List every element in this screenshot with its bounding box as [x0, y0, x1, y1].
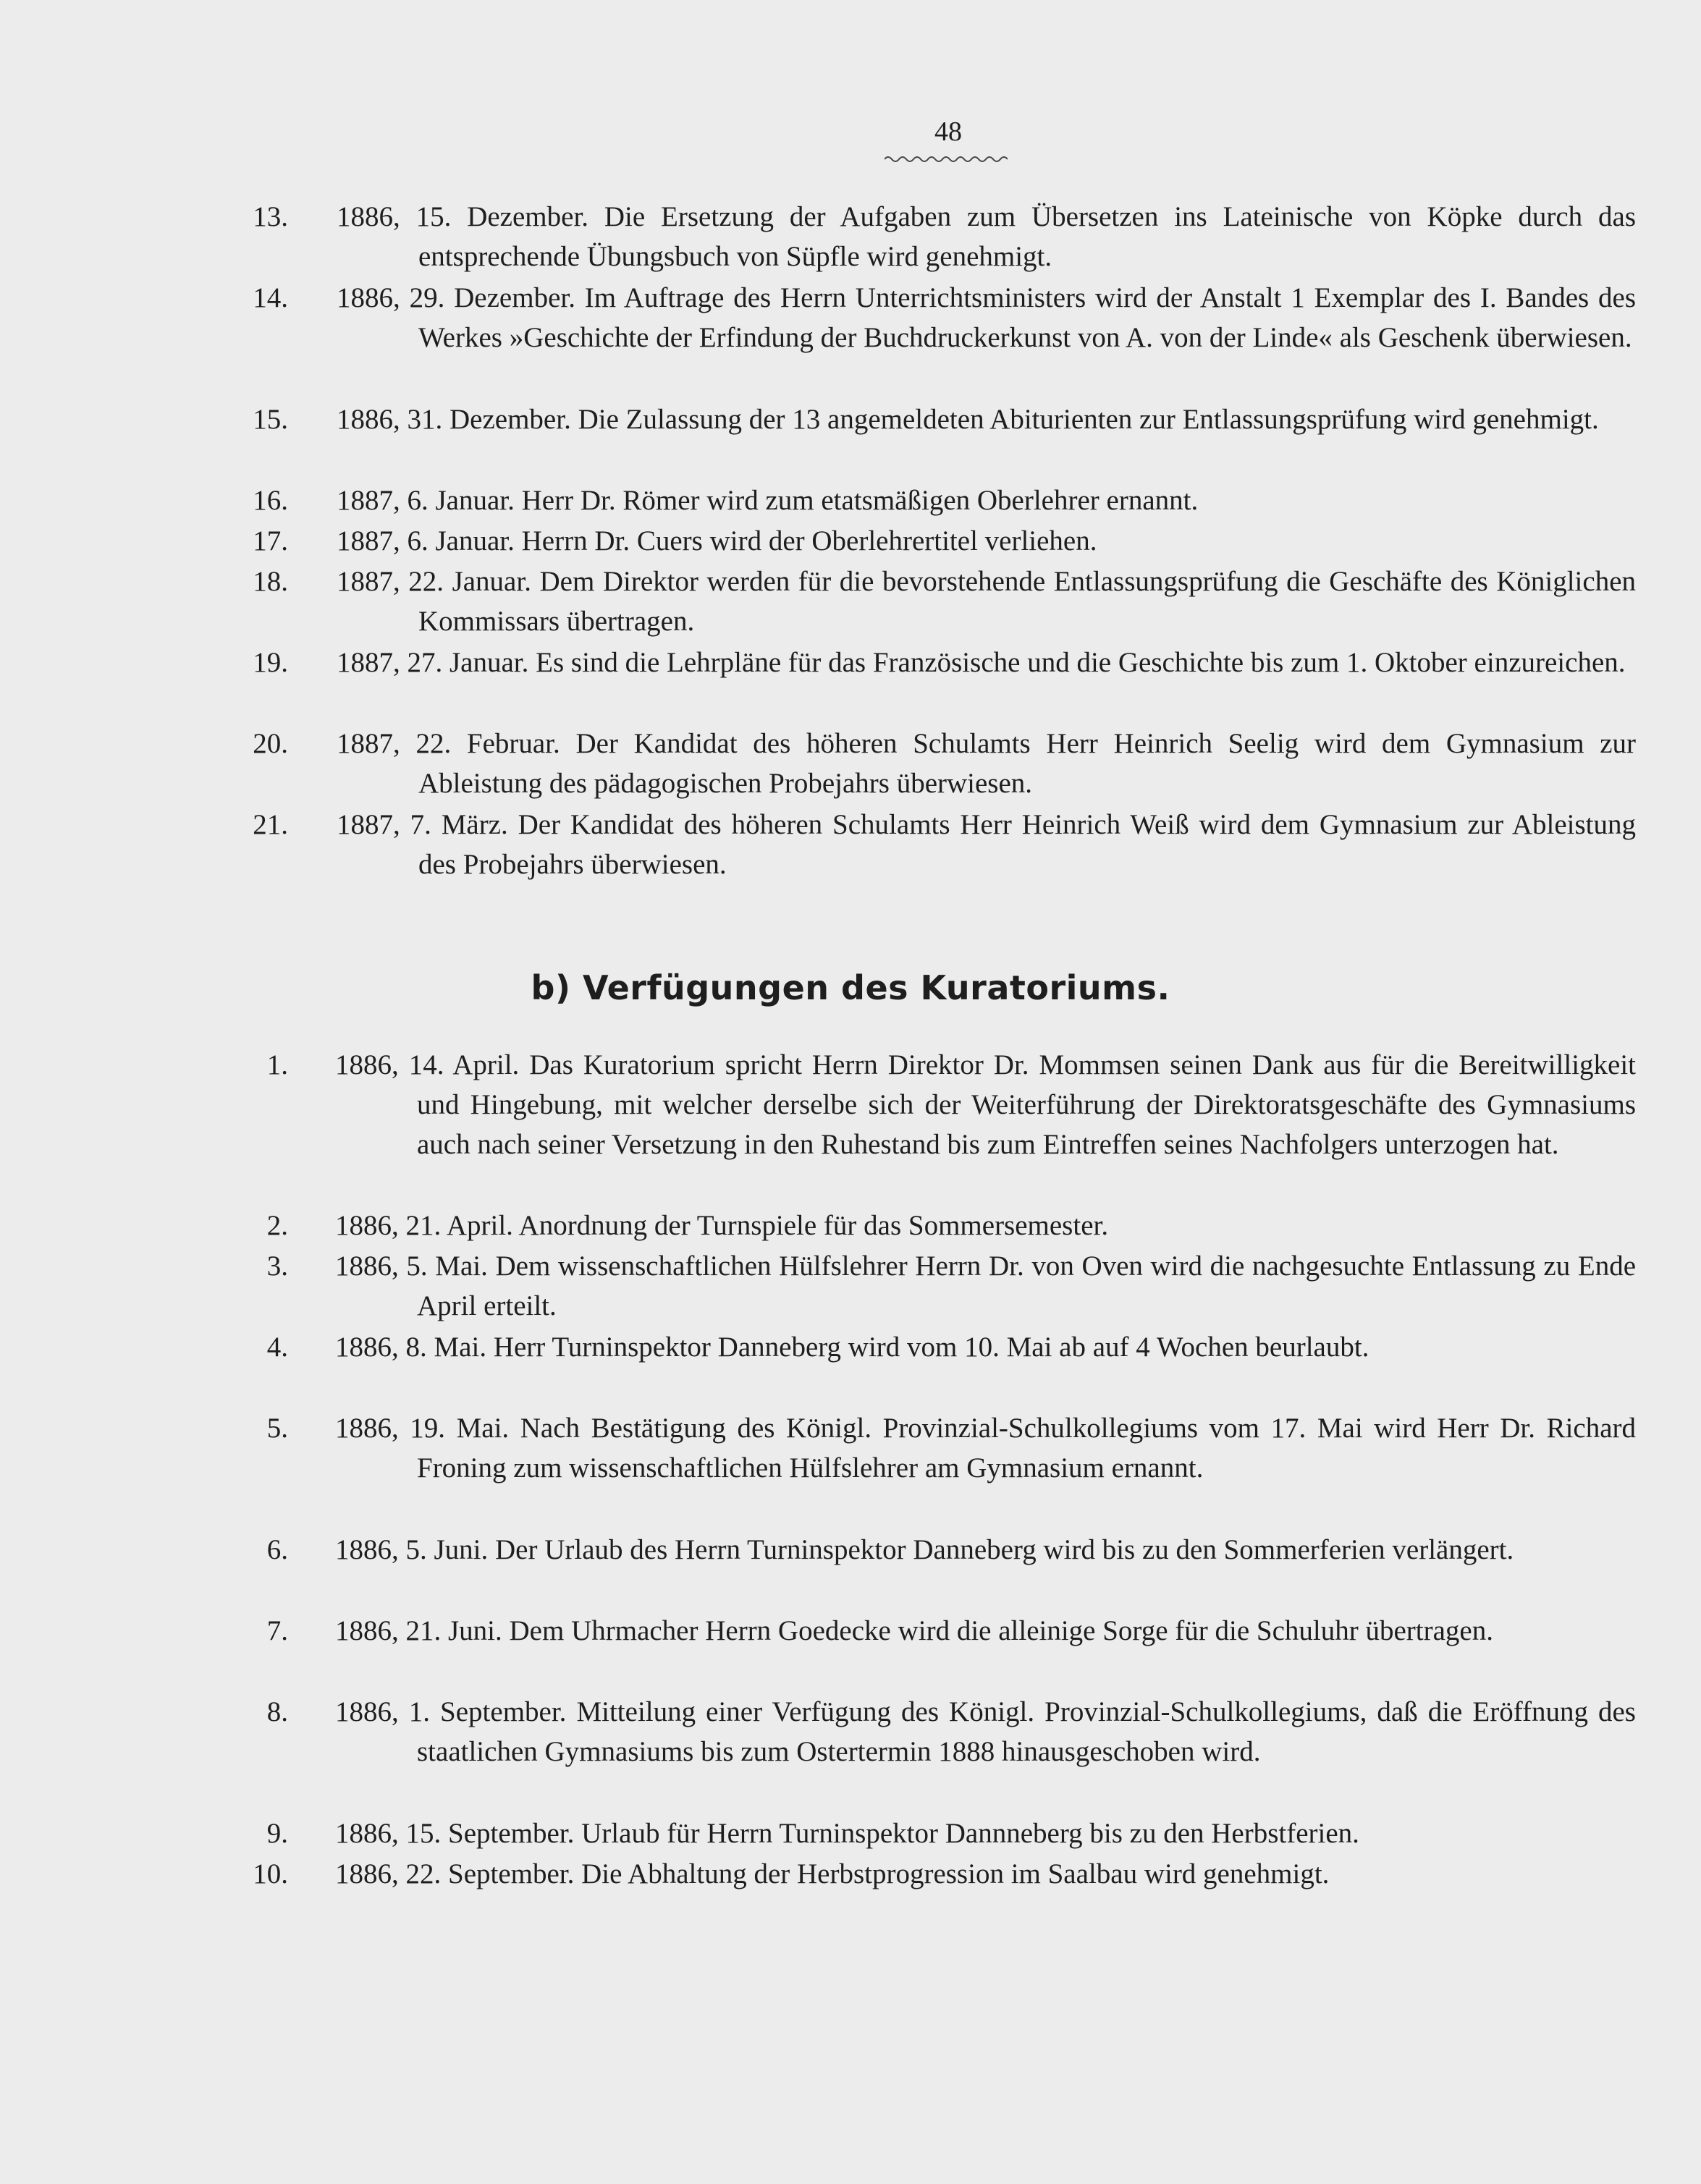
- entry-description: Der Kandidat des höheren Schulamts Herr Heinrich Seelig wird dem Gymnasium zur Ableistung des pädagogischen Probejahrs überwiesen.: [418, 728, 1637, 799]
- list-item: [253, 562, 1636, 641]
- list-item: [266, 1611, 1636, 1651]
- entry-text: [335, 1206, 1636, 1245]
- entry-number: 4.: [266, 1332, 288, 1363]
- entry-description: Das Kuratorium spricht Herrn Direktor Dr. Mommsen seinen Dank aus für die Bereitwilligkeit und Hingebung, mit welcher derselbe sich der Weiterführung der Direktoratsgeschäfte des Gymnasiums auch nach seiner Versetzung in den Ruhestand bis zum Eintreffen seines Nachfolgers unterzogen hat.: [417, 1049, 1637, 1160]
- entry-number: 10.: [253, 1858, 288, 1889]
- entry-text: [337, 643, 1636, 682]
- entry-text: [335, 1530, 1636, 1570]
- entry-description: Herr Turninspektor Danneberg wird vom 10. Mai ab auf 4 Wochen beurlaubt.: [493, 1332, 1369, 1363]
- entry-number: 17.: [253, 525, 288, 556]
- entry-text: [337, 481, 1636, 520]
- entry-text: [337, 521, 1636, 561]
- entry-description: Mitteilung einer Verfügung des Königl. Provinzial-Schulkollegiums, daß die Eröffnung des staatlichen Gymnasiums bis zum Ostertermin 1888 hinausgeschoben wird.: [417, 1696, 1636, 1767]
- entry-text: [335, 1692, 1636, 1772]
- entry-date: 1886, 5. Mai.: [335, 1250, 488, 1282]
- entry-description: Anordnung der Turnspiele für das Sommersemester.: [518, 1210, 1109, 1241]
- entry-description: Herrn Dr. Cuers wird der Oberlehrertitel verliehen.: [521, 525, 1097, 556]
- entry-text: [335, 1854, 1636, 1894]
- entry-number: 21.: [253, 809, 288, 840]
- entry-text: [337, 562, 1636, 641]
- entry-number: 20.: [253, 728, 288, 759]
- entry-description: Im Auftrage des Herrn Unterrichtsministers wird der Anstalt 1 Exemplar des I. Bandes des Werkes »Geschichte der Erfindung der Buchdruckerkunst von A. von der Linde« als Geschenk überwiesen.: [418, 282, 1637, 353]
- list-item: [266, 1246, 1637, 1326]
- entry-date: 1886, 22. September.: [335, 1858, 575, 1889]
- list-item: [253, 278, 1637, 357]
- entry-date: 1886, 1. September.: [335, 1696, 567, 1727]
- entry-description: Dem wissenschaftlichen Hülfslehrer Herrn Dr. von Oven wird die nachgesuchte Entlassung zu Ende April erteilt.: [417, 1250, 1637, 1321]
- list-item: [266, 1692, 1636, 1772]
- entry-description: Der Urlaub des Herrn Turninspektor Danneberg wird bis zu den Sommerferien verlängert.: [495, 1534, 1514, 1565]
- entry-text: [335, 1327, 1636, 1367]
- list-item: [253, 643, 1636, 682]
- list-item: [266, 1530, 1636, 1570]
- entry-number: 2.: [266, 1210, 288, 1241]
- entry-text: [335, 1408, 1637, 1488]
- entry-date: 1887, 6. Januar.: [337, 485, 515, 516]
- list-item: [253, 481, 1636, 520]
- section-b-heading: b) Verfügungen des Kuratoriums.: [531, 968, 1170, 1007]
- entry-date: 1886, 8. Mai.: [335, 1332, 487, 1363]
- entry-date: 1886, 19. Mai.: [335, 1413, 510, 1444]
- list-item: [266, 1408, 1637, 1488]
- list-item: [253, 724, 1637, 803]
- entry-number: 18.: [253, 566, 288, 597]
- list-item: [266, 1813, 1636, 1853]
- entry-date: 1887, 22. Januar.: [337, 566, 531, 597]
- entry-number: 15.: [253, 404, 288, 435]
- entry-text: [335, 1611, 1636, 1651]
- entry-date: 1886, 5. Juni.: [335, 1534, 489, 1565]
- entry-description: Der Kandidat des höheren Schulamts Herr Heinrich Weiß wird dem Gymnasium zur Ableistung des Probejahrs überwiesen.: [418, 809, 1636, 880]
- entry-number: 9.: [266, 1818, 288, 1849]
- entry-number: 16.: [253, 485, 288, 516]
- entry-date: 1886, 29. Dezember.: [337, 282, 575, 313]
- entry-text: [337, 399, 1636, 439]
- entry-text: [335, 1246, 1637, 1326]
- entry-date: 1886, 21. April.: [335, 1210, 513, 1241]
- entry-text: [337, 805, 1636, 884]
- list-item: [253, 1854, 1636, 1894]
- entry-number: 7.: [266, 1615, 288, 1646]
- entry-description: Herr Dr. Römer wird zum etatsmäßigen Oberlehrer ernannt.: [521, 485, 1199, 516]
- entry-description: Es sind die Lehrpläne für das Französische und die Geschichte bis zum 1. Oktober einzureichen.: [536, 647, 1626, 678]
- entry-text: [337, 278, 1637, 357]
- entry-description: Nach Bestätigung des Königl. Provinzial-Schulkollegiums vom 17. Mai wird Herr Dr. Richard Froning zum wissenschaftlichen Hülfslehrer am Gymnasium ernannt.: [417, 1413, 1637, 1483]
- entry-date: 1887, 22. Februar.: [337, 728, 560, 759]
- entry-description: Die Zulassung der 13 angemeldeten Abiturienten zur Entlassungsprüfung wird genehmigt.: [578, 404, 1599, 435]
- entry-date: 1886, 15. Dezember.: [337, 201, 589, 232]
- entry-description: Dem Uhrmacher Herrn Goedecke wird die alleinige Sorge für die Schuluhr übertragen.: [509, 1615, 1493, 1646]
- entry-text: [335, 1813, 1636, 1853]
- entry-text: [335, 1045, 1637, 1164]
- entry-text: [337, 724, 1637, 803]
- entry-number: 19.: [253, 647, 288, 678]
- entry-date: 1886, 14. April.: [335, 1049, 520, 1080]
- list-item: [253, 197, 1636, 276]
- entry-date: 1887, 6. Januar.: [337, 525, 515, 556]
- list-item: [266, 1327, 1636, 1367]
- entry-date: 1886, 21. Juni.: [335, 1615, 502, 1646]
- list-item: [253, 805, 1636, 884]
- page-number-underline-ornament: [885, 155, 1008, 164]
- entry-number: 5.: [266, 1413, 288, 1444]
- entry-text: [337, 197, 1636, 276]
- page-number: 48: [934, 117, 962, 147]
- entry-date: 1887, 7. März.: [337, 809, 508, 840]
- list-item: [266, 1045, 1637, 1164]
- list-item: [253, 399, 1636, 439]
- entry-number: 3.: [266, 1250, 288, 1282]
- entry-date: 1887, 27. Januar.: [337, 647, 529, 678]
- entry-date: 1886, 15. September.: [335, 1818, 575, 1849]
- entry-number: 13.: [253, 201, 288, 232]
- entry-date: 1886, 31. Dezember.: [337, 404, 571, 435]
- entry-description: Urlaub für Herrn Turninspektor Dannneberg bis zu den Herbstferien.: [581, 1818, 1359, 1849]
- list-item: [266, 1206, 1636, 1245]
- entry-number: 6.: [266, 1534, 288, 1565]
- entry-number: 1.: [266, 1049, 288, 1080]
- list-item: [253, 521, 1636, 561]
- entry-description: Dem Direktor werden für die bevorstehende Entlassungsprüfung die Geschäfte des Königlichen Kommissars übertragen.: [418, 566, 1636, 637]
- entry-number: 14.: [253, 282, 288, 313]
- entry-description: Die Ersetzung der Aufgaben zum Übersetzen ins Lateinische von Köpke durch das entsprechende Übungsbuch von Süpfle wird genehmigt.: [418, 201, 1636, 272]
- entry-number: 8.: [266, 1696, 288, 1727]
- entry-description: Die Abhaltung der Herbstprogression im Saalbau wird genehmigt.: [581, 1858, 1330, 1889]
